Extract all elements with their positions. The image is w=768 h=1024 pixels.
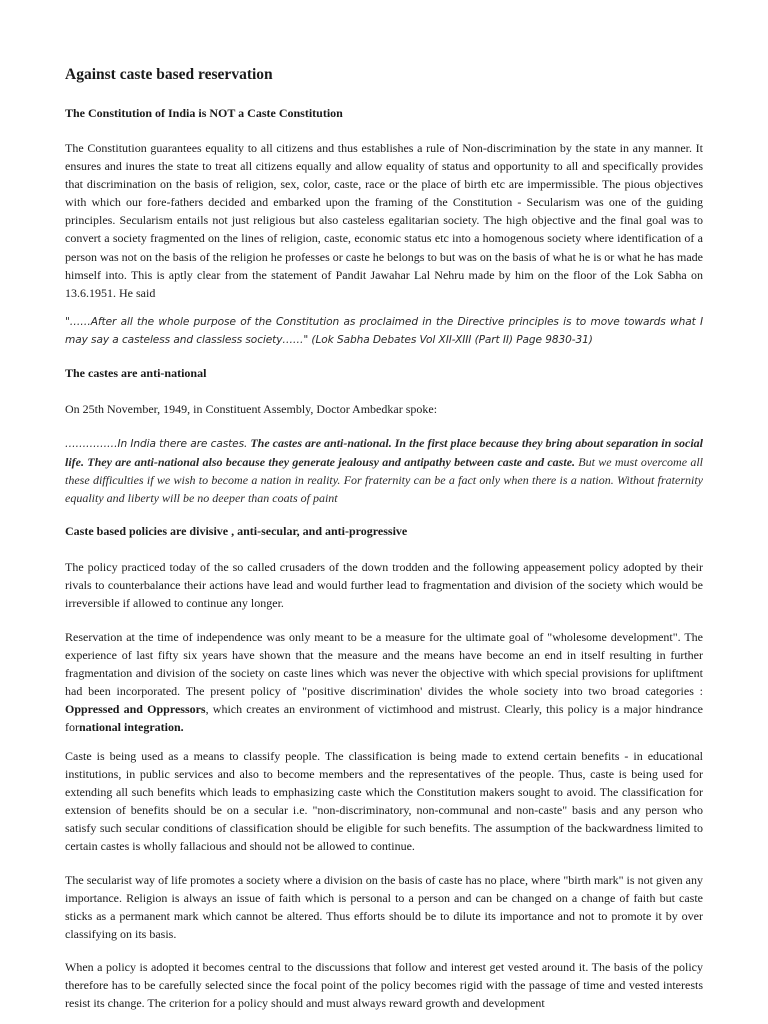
paragraph-ambedkar-intro: On 25th November, 1949, in Constituent Assembly, Doctor Ambedkar spoke:	[65, 402, 438, 416]
section-heading-constitution: The Constitution of India is NOT a Caste Constitution	[65, 106, 343, 120]
document-title: Against caste based reservation	[65, 66, 273, 83]
paragraph-constitution: The Constitution guarantees equality to all citizens and thus establishes a rule of Non-discrimination by the state in any manner. It ensures and inures the state to treat all citizens equally and allow equality of status and opportunity to all and specifically provides that discrimination on the basis of religion, sex, color, caste, race or the place of birth etc are impermissible. The pious objectives with which our fore-fathers decided and embarked upon the framing of the Constitution - Secularism was one of the guiding principles. Secularism entails not just religious but also casteless egalitarian society. The high objective and the final goal was to convert a society fragmented on the lines of religion, caste, economic status etc into a homogenous society where identification of a person was not on the basis of the religion he professes or caste he belongs to but was on the basis of what he is or what he has made himself into. This is aptly clear from the statement of Pandit Jawahar Lal Nehru made by him on the floor of the Lok Sabha on 13.6.1951. He said	[65, 141, 703, 300]
reservation-text-mid: , which creates an environment of victimhood and mistrust. Clearly, this policy is a major hindrance for	[65, 702, 703, 735]
paragraph-reservation	[65, 628, 703, 737]
paragraph-policy-practiced: The policy practiced today of the so called crusaders of the down trodden and the following appeasement policy adopted by their rivals to counterbalance their actions have lead and would further lead to fragmentation and division of the society which would be irreversible if allowed to continue any longer.	[65, 560, 703, 611]
quote-ambedkar	[65, 434, 703, 507]
reservation-bold-oppressed: Oppressed and Oppressors	[65, 702, 206, 717]
paragraph-secularist-way: The secularist way of life promotes a society where a division on the basis of caste has no place, where "birth mark" is not given any importance. Religion is always an issue of faith which is personal to a person and can be changed on a change of faith but caste sticks as a permanent mark which cannot be altered. Thus efforts should be to dilute its importance and not to promote it by over classifying on its basis.	[65, 873, 703, 942]
quote-nehru: "……After all the whole purpose of the Constitution as proclaimed in the Directive principles is to move towards what I may say a casteless and classless society……" (Lok Sabha Debates Vol XII-XIII (Part II) Page 9830-31)	[65, 316, 703, 346]
reservation-bold-integration: national integration.	[79, 720, 184, 735]
quote-ambedkar-bold: The castes are anti-national. In the first place because they bring about separation in social life. They are anti-national also because they generate jealousy and antipathy between caste and caste.	[65, 436, 703, 469]
reservation-text-start: Reservation at the time of independence was only meant to be a measure for the ultimate goal of "wholesome development". The experience of last fifty six years have shown that the measure and the means have become an end in itself resulting in further fragmentation and division of the society on caste lines which was never the objective with which special provisions for upliftment had been incorporated. The present policy of "positive discrimination' divides the whole society into two broad categories :	[65, 630, 703, 699]
quote-ambedkar-prefix: ……………In India there are castes.	[65, 438, 248, 450]
paragraph-caste-classification: Caste is being used as a means to classify people. The classification is being made to extend certain benefits - in educational institutions, in public services and also to become members and the representatives of the people. Thus, caste is being used for extending all such benefits which leads to emphasizing caste which the Constitution makers sought to avoid. The classification for extension of benefits should be on a secular i.e. "non-discriminatory, non-communal and non-caste" basis and any person who satisfy such secular conditions of classification should be eligible for such benefits. The assumption of the backwardness limited to certain castes is wholly fallacious and should not be allowed to continue.	[65, 749, 703, 854]
quote-ambedkar-rest: But we must overcome all these difficulties if we wish to become a nation in reality. For fraternity can be a fact only when there is a nation. Without fraternity equality and liberty will be no deeper than coats of paint	[65, 455, 703, 505]
section-heading-anti-national: The castes are anti-national	[65, 366, 207, 380]
paragraph-policy-adopted: When a policy is adopted it becomes central to the discussions that follow and interest get vested around it. The basis of the policy therefore has to be carefully selected since the focal point of the policy becomes rigid with the passage of time and vested interests resist its change. The criterion for a policy should and must always reward growth and development	[65, 960, 703, 1011]
section-heading-divisive: Caste based policies are divisive , anti-secular, and anti-progressive	[65, 524, 408, 538]
